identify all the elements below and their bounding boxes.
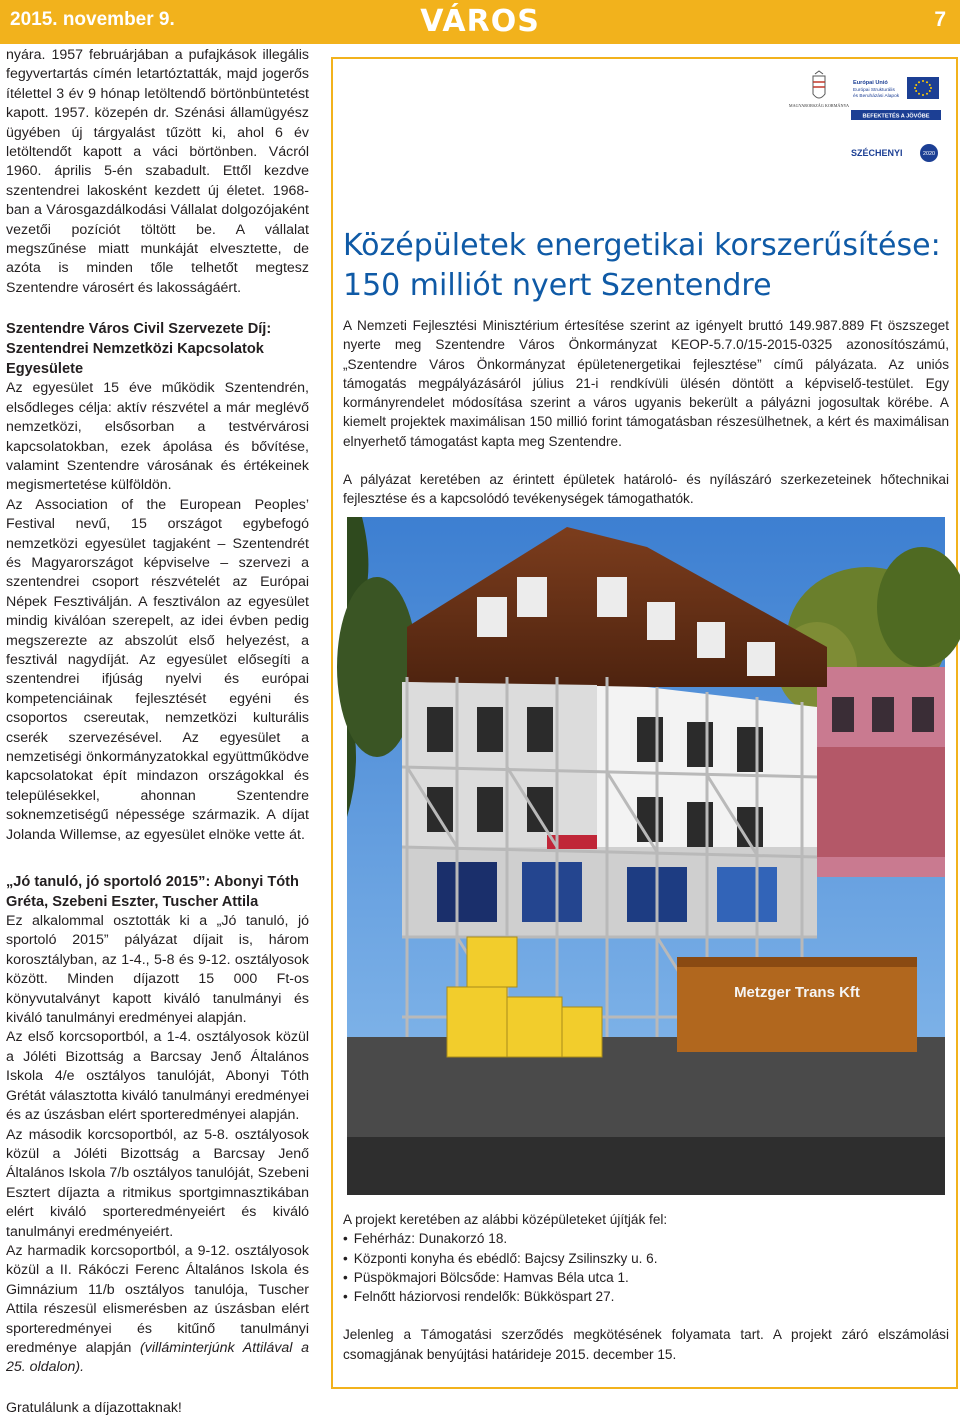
list-item: • Felnőtt háziorvosi rendelők: Bükköspart 27. (343, 1287, 949, 1306)
szechenyi-2020-icon (920, 144, 938, 162)
list-item: • Fehérház: Dunakorzó 18. (343, 1229, 949, 1248)
building-list (343, 1229, 949, 1306)
section2-paragraph-1: Az egyesület 15 éve működik Szentendrén, elsődleges célja: aktív részvétel a már meglévő nemzetközi, elsősorban a testvérvárosi kapcsolatokban, ezek ápolása és bővítése, valamint Szentendre városának és értékeinek megismertetése külföldön. (6, 380, 309, 494)
szechenyi-label: SZÉCHENYI (851, 148, 903, 158)
article-paragraph-2: A pályázat keretében az érintett épületek határoló- és nyílászáró szerkezeteinek hőtechnikai fejlesztése és a kapcsolódó tevékenységek támogathatók. (343, 472, 949, 507)
eu-label-3: és Beruházási Alapok (853, 94, 900, 99)
article-closing: Jelenleg a Támogatási szerződés megkötésének folyamata tart. A projekt záró elszámolási csomagjának benyújtási határideje 2015. december 15. (343, 1327, 949, 1362)
article-headline (343, 226, 953, 306)
section3-paragraph-4 (6, 1242, 309, 1378)
section-title: VÁROS (420, 4, 540, 39)
closing-line: Gratulálunk a díjazottaknak! (6, 1399, 182, 1416)
section3-paragraph-2: Az első korcsoportból, a 1-4. osztályosok közül a Jóléti Bizottság a Barcsay Jenő Általános Iskola 4/e osztályos tanulóját, Abonyi Tóth Grétát választotta kiváló tanulmányi eredményei és az úszásban elért sporteredményei alapján. (6, 1029, 309, 1124)
list-item: • Püspökmajori Bölcsőde: Hamvas Béla utca 1. (343, 1268, 949, 1287)
article-body-bottom (343, 1210, 949, 1364)
interview-reference: (villáminterjúnk Attilával a 25. oldalon). (6, 1339, 309, 1376)
page-number: 7 (934, 8, 946, 31)
section3-paragraph-4-text: Az harmadik korcsoportból, a 9-12. osztályosok közül a II. Rákóczi Ferenc Általános Iskola és Gimnázium 11/b osztályos tanulója, Tuscher Attila részesül elismerésben az úszásban elért sporteredményei és kitűnő tanulmányi eredménye alapján (6, 1242, 309, 1356)
funding-logos (788, 72, 945, 162)
section3-paragraph-1: Ez alkalommal osztották ki a „Jó tanuló, jó sportoló 2015” pályázat díjait is, három korosztályban, az 1-4., 5-8 és 9-12. osztályosok között. Minden díjazott 15 000 Ft-os könyvutalványt kapott kiváló tanulmányi és kiváló tanulmányi eredményei alapján. (6, 913, 309, 1027)
intro-paragraph: nyára. 1957 februárjában a pufajkások illegális fegyvertartás címén letartóztatták, majd jogerős ítélettel 3 év 9 hónap letöltendő börtönbüntetést kapott. 1957. közepén dr. Szénási államügyész ügyében új tárgyalást tűzött ki, ahol 6 év letöltendőt kapott a váci börtönben. Vácról 1960. április 5-én szabadult. Ettől kezdve szentendrei lakosként kezdett új életet. 1968-ban a Városgazdálkodási Vállalat dolgozójaként vezetői pozíciót töltött be. A vállalat megszűnése miatt munkáját elvesztette, de azóta is minden tőle telhetőt megtesz Szentendre városért és lakosságáért. (6, 47, 309, 296)
szechenyi-year: 2020 (923, 151, 935, 157)
container-sign: Metzger Trans Kft (734, 984, 860, 1001)
eu-flag-icon (907, 77, 939, 99)
section3-paragraph-3: Az második korcsoportból, az 5-8. osztályosok közül a Jóléti Bizottság a Barcsay Jenő Általános Iskola 7/b osztályos tanulóját, Szebeni Esztert díjazta a ritmikus sportgimnasztikában elért kiváló sporteredményeiért és kiváló tanulmányi eredményeiért. (6, 1126, 309, 1240)
eu-label-1: Európai Unió (853, 80, 888, 86)
section3-title: „Jó tanuló, jó sportoló 2015”: Abonyi Tóth Gréta, Szebeni Eszter, Tuscher Attila (6, 874, 299, 911)
issue-date: 2015. november 9. (10, 9, 175, 30)
eu-label-2: Európai Strukturális (853, 88, 895, 93)
article-paragraph-1: A Nemzeti Fejlesztési Minisztérium értesítése szerint az igényelt bruttó 149.987.889 Ft öszszeget nyerte meg Szentendre Város Önkormányzat KEOP-5.7.0/15-2015-0325 azonosítószámú, „Szentendre Város Önkormányzat épületenergetikai fejlesztése” című pályázata. Az uniós támogatás megpályázásáról július 21-i rendkívüli ülésén döntött a képviselő-testület. Egy kormányrendelet módosítása szerint a város ugyanis bekerült a pályázni jogosultak körébe. A kiemelt projektek maximálisan 150 millió forint támogatásban részesülhetnek, a kért és maximálisan elnyerhető támogatást kapta meg Szentendre. (343, 318, 949, 449)
building-list-intro: A projekt keretében az alábbi középületeket újítják fel: (343, 1212, 668, 1227)
hungary-coat-of-arms-icon (813, 71, 825, 98)
list-item: • Központi konyha és ebédlő: Bajcsy Zsilinszky u. 6. (343, 1249, 949, 1268)
article-body-top (343, 316, 949, 509)
left-column (6, 46, 309, 1418)
section2-title: Szentendre Város Civil Szervezete Díj: Szentendrei Nemzetközi Kapcsolatok Egyesülete (6, 321, 272, 378)
eu-banner-label: BEFEKTETÉS A JÖVŐBE (862, 113, 930, 120)
section2-paragraph-2: Az Association of the European Peoples’ Festival nevű, 15 országot egybefogó nemzetközi egyesület tagjaként – Szentendrét és Magyarországot képviselve – szervezi a szentendrei csoport részvételét az Európai Népek Fesztiválján. A fesztiválon az egyesület mindig kiválóan szerepelt, az idei évben pedig megszerezte az abszolút első helyezést, a fesztivál nagydíját. Az egyesület elősegíti a szentendrei ifjúság nyelvi és európai kompetenciáinak fejlesztését egyéni és csoportos csereutak, nemzetközi kulturális cserék szervezésével. Az egyesület a nemzetiségi önkormányzatokkal együttműködve kapcsolatokat épít mindazon országokkal és településekkel, ahonnan Szentendre soknemzetiségű népessége származik. A díjat Jolanda Willemse, az egyesület elnöke vette át. (6, 496, 309, 843)
headline-line-1: Középületek energetikai korszerűsítése: (343, 228, 941, 263)
building-photo (347, 517, 945, 1195)
page-header (0, 0, 960, 44)
hungary-label: MAGYARORSZÁG KORMÁNYA (788, 103, 850, 108)
headline-line-2: 150 milliót nyert Szentendre (343, 268, 772, 303)
